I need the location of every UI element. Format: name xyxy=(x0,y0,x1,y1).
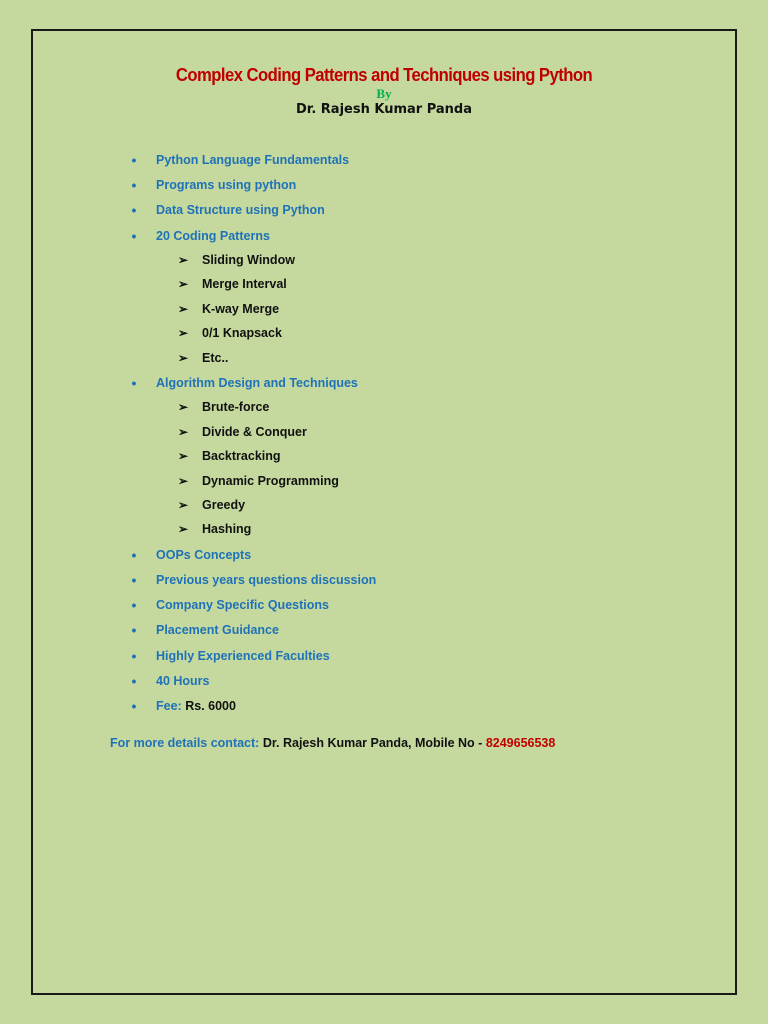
item-label: OOPs Concepts xyxy=(156,548,252,562)
item-label: K-way Merge xyxy=(202,302,280,316)
arrow-bullet-icon: ➢ xyxy=(177,522,189,536)
item-label: 20 Coding Patterns xyxy=(156,229,270,243)
item-label: Algorithm Design and Techniques xyxy=(156,376,358,390)
arrow-bullet-icon: ➢ xyxy=(177,351,189,365)
arrow-bullet-icon: ➢ xyxy=(177,253,189,267)
item-label: Etc.. xyxy=(202,351,229,365)
item-label: Highly Experienced Faculties xyxy=(156,649,330,663)
bullet-dot-icon: • xyxy=(131,228,137,244)
item-label: Data Structure using Python xyxy=(156,203,325,217)
bullet-dot-icon: • xyxy=(131,648,137,664)
arrow-bullet-icon: ➢ xyxy=(177,277,189,291)
arrow-bullet-icon: ➢ xyxy=(177,326,189,340)
bullet-dot-icon: • xyxy=(131,622,137,638)
item-label: Previous years questions discussion xyxy=(156,573,377,587)
item-label: Hashing xyxy=(202,522,252,536)
bullet-dot-icon: • xyxy=(131,547,137,563)
item-label: 0/1 Knapsack xyxy=(202,326,282,340)
fee-value: Rs. 6000 xyxy=(185,699,236,713)
author-name: Dr. Rajesh Kumar Panda xyxy=(295,102,473,117)
arrow-bullet-icon: ➢ xyxy=(177,425,189,439)
bullet-dot-icon: • xyxy=(131,572,137,588)
by-line: By xyxy=(376,86,392,101)
bullet-dot-icon: • xyxy=(131,673,137,689)
item-label: Company Specific Questions xyxy=(156,598,329,612)
item-label: Brute-force xyxy=(202,400,270,414)
item-label: Merge Interval xyxy=(202,277,287,291)
bullet-dot-icon: • xyxy=(131,152,137,168)
bullet-dot-icon: • xyxy=(131,177,137,193)
flyer-page xyxy=(31,29,737,995)
item-label: Programs using python xyxy=(156,178,297,192)
contact-phone: 8249656538 xyxy=(485,736,556,750)
bullet-dot-icon: • xyxy=(131,375,137,391)
page-title: Complex Coding Patterns and Techniques using Python xyxy=(175,64,593,85)
contact-label: For more details contact: xyxy=(110,736,260,750)
arrow-bullet-icon: ➢ xyxy=(177,400,189,414)
item-label: Sliding Window xyxy=(202,253,295,267)
item-label: Dynamic Programming xyxy=(202,474,339,488)
item-label: Divide & Conquer xyxy=(202,425,307,439)
item-label: Backtracking xyxy=(202,449,281,463)
item-label: 40 Hours xyxy=(156,674,210,688)
arrow-bullet-icon: ➢ xyxy=(177,498,189,512)
bullet-dot-icon: • xyxy=(131,597,137,613)
item-label: Greedy xyxy=(202,498,246,512)
item-label: Placement Guidance xyxy=(156,623,279,637)
arrow-bullet-icon: ➢ xyxy=(177,449,189,463)
arrow-bullet-icon: ➢ xyxy=(177,302,189,316)
contact-name: Dr. Rajesh Kumar Panda, Mobile No - xyxy=(262,736,483,750)
item-label: Python Language Fundamentals xyxy=(156,153,350,167)
bullet-dot-icon: • xyxy=(131,202,137,218)
contact-line xyxy=(110,733,555,753)
bullet-dot-icon: • xyxy=(131,698,137,714)
arrow-bullet-icon: ➢ xyxy=(177,474,189,488)
item-label: Fee: xyxy=(156,699,182,713)
